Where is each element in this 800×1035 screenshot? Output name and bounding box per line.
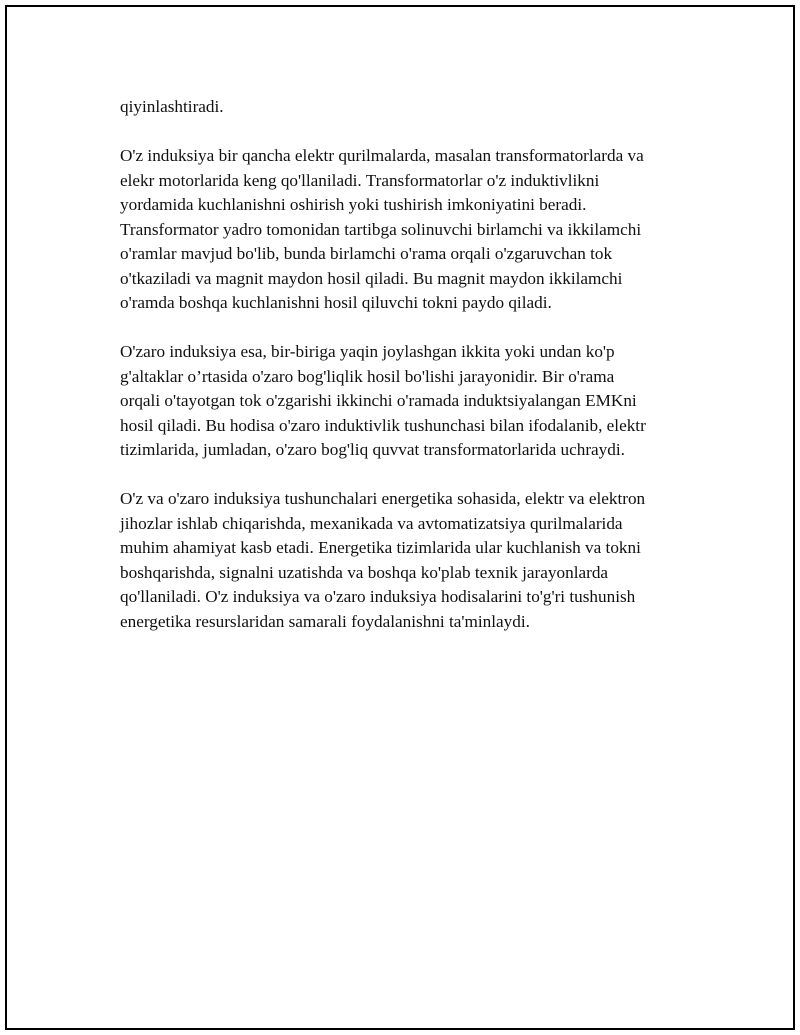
document-body [120,95,700,659]
paragraph-1 [120,95,700,120]
text-line: yordamida kuchlanishni oshirish yoki tushirish imkoniyatini beradi. [120,195,587,214]
text-line: qo'llaniladi. O'z induksiya va o'zaro induksiya hodisalarini to'g'ri tushunish [120,587,636,606]
text-line: muhim ahamiyat kasb etadi. Energetika tizimlarida ular kuchlanish va tokni [120,538,641,557]
text-line: hosil qiladi. Bu hodisa o'zaro induktivlik tushunchasi bilan ifodalanib, elektr [120,415,646,435]
text-line: Transformator yadro tomonidan tartibga solinuvchi birlamchi va ikkilamchi [120,219,642,239]
paragraph-2 [120,144,700,316]
text-line: energetika resurslaridan samarali foydalanishni ta'minlaydi. [120,611,530,631]
text-line: tizimlarida, jumladan, o'zaro bog'liq quvvat transformatorlarida uchraydi. [120,440,625,459]
text-line: o'ramda boshqa kuchlanishni hosil qiluvchi tokni paydo qiladi. [120,293,552,312]
text-line: g'altaklar o’rtasida o'zaro bog'liqlik hosil bo'lishi jarayonidir. Bir o'rama [120,366,615,386]
text-line: O'zaro induksiya esa, bir-biriga yaqin joylashgan ikkita yoki undan ko'p [120,342,615,361]
text-line: O'z va o'zaro induksiya tushunchalari energetika sohasida, elektr va elektron [120,489,646,508]
text-line: elekr motorlarida keng qo'llaniladi. Transformatorlar o'z induktivlikni [120,170,600,190]
document-page [5,5,795,1030]
text-line: orqali o'tayotgan tok o'zgarishi ikkinchi o'ramada induktsiyalangan EMKni [120,391,637,410]
text-line: jihozlar ishlab chiqarishda, mexanikada va avtomatizatsiya qurilmalarida [120,513,623,533]
text-line: O'z induksiya bir qancha elektr qurilmalarda, masalan transformatorlarda va [120,146,644,165]
text-line: boshqarishda, signalni uzatishda va boshqa ko'plab texnik jarayonlarda [120,562,609,582]
text-line: o'ramlar mavjud bo'lib, bunda birlamchi o'rama orqali o'zgaruvchan tok [120,244,613,263]
paragraph-4 [120,487,700,634]
paragraph-3 [120,340,700,463]
text-line: o'tkaziladi va magnit maydon hosil qiladi. Bu magnit maydon ikkilamchi [120,268,623,288]
text-line: qiyinlashtiradi. [120,97,224,116]
